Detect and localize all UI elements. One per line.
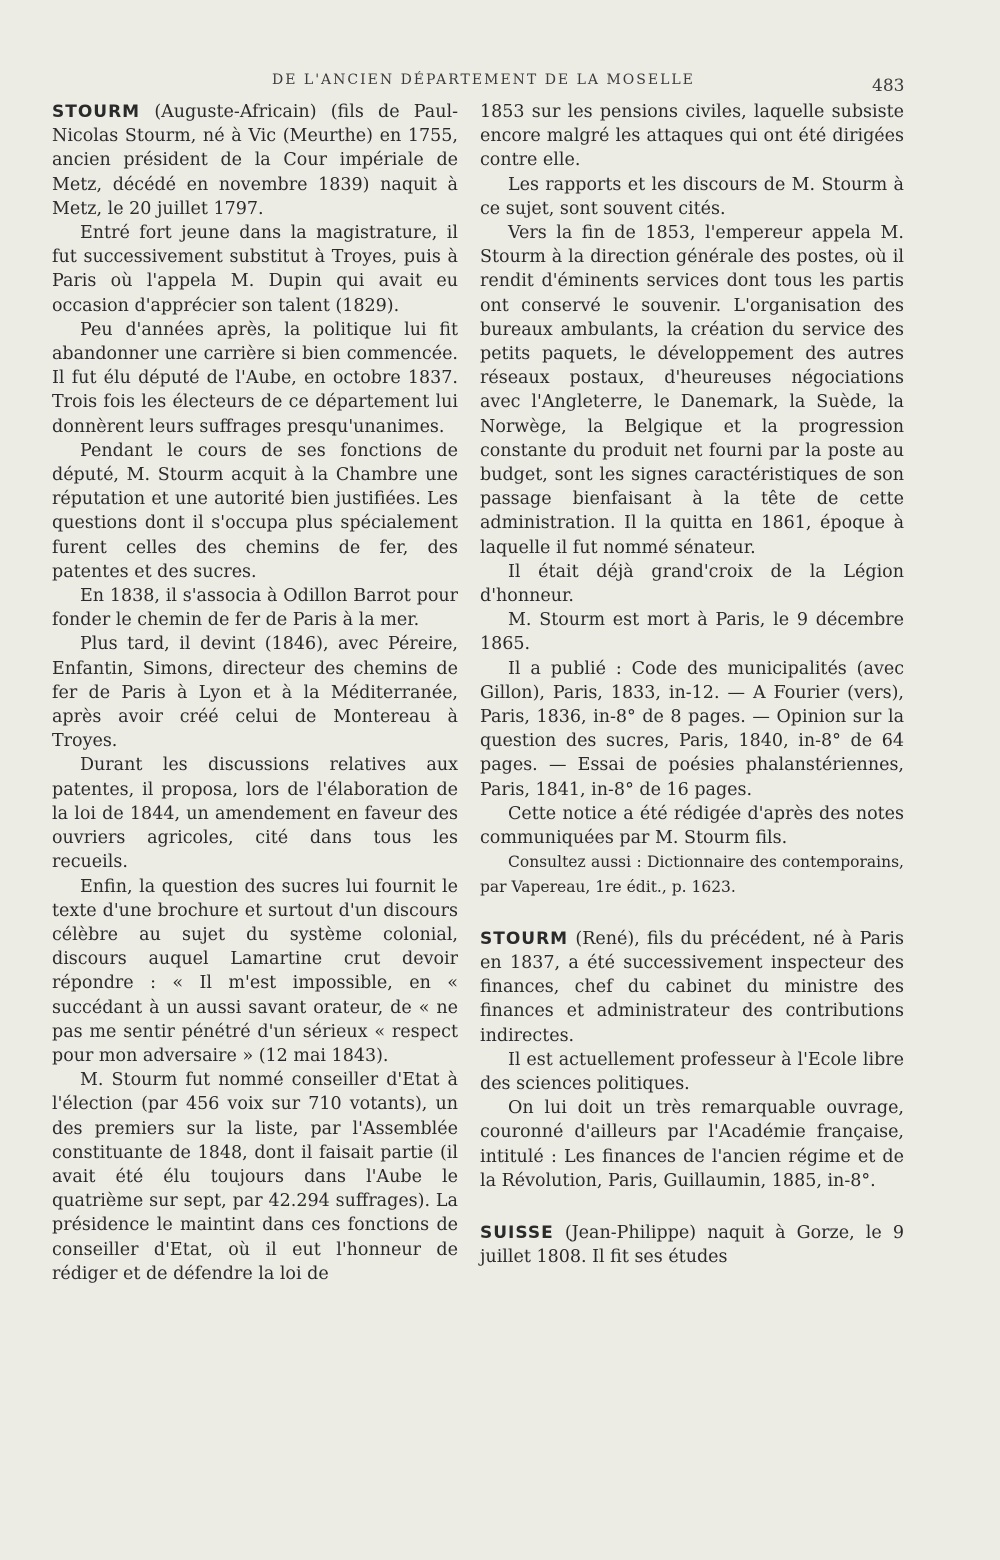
entry-paragraph xyxy=(480,927,904,1048)
left-column xyxy=(52,100,458,1286)
entry-separator xyxy=(480,1193,904,1221)
entry-text: (René), fils du précédent, né à Paris en 1837, a été successivement inspecteur des finances, chef du cabinet du ministre des finances et administrateur des contributions indirectes. xyxy=(480,928,904,1046)
entry-heading: STOURM xyxy=(52,102,141,122)
running-head: DE L'ANCIEN DÉPARTEMENT DE LA MOSELLE xyxy=(272,72,695,88)
body-paragraph: Les rapports et les discours de M. Stourm à ce sujet, sont souvent cités. xyxy=(480,174,904,219)
body-paragraph: Il est actuellement professeur à l'Ecole libre des sciences politiques. xyxy=(480,1049,904,1094)
body-paragraph: M. Stourm fut nommé conseiller d'Etat à l'élection (par 456 voix sur 710 votants), un des premiers sur la liste, par l'Assemblée constituante de 1848, dont il faisait partie (il avait été élu toujours dans l'Aube le quatrième sur sept, par 42.294 suffrages). La présidence le maintint dans ces fonctions de conseiller d'Etat, où il eut l'honneur de rédiger et de défendre la loi de xyxy=(52,1070,458,1284)
body-paragraph: Pendant le cours de ses fonctions de député, M. Stourm acquit à la Chambre une réputation et une autorité bien justifiées. Les questions dont il s'occupa plus spécialement furent celles des chemins de fer, des patentes et des sucres. xyxy=(52,440,458,582)
entry-heading: SUISSE xyxy=(480,1222,554,1243)
entry-heading: STOURM xyxy=(480,928,569,949)
entry-paragraph xyxy=(52,100,458,221)
body-paragraph: Il a publié : Code des municipalités (avec Gillon), Paris, 1833, in-12. — A Fourier (vers), Paris, 1836, in-8° de 8 pages. — Opinion sur la question des sucres, Paris, 1840, in-8° de 64 pages. — Essai de poésies phalanstériennes, Paris, 1841, in-8° de 16 pages. xyxy=(480,658,904,800)
body-paragraph: Peu d'années après, la politique lui fit abandonner une carrière si bien commencée. Il fut élu député de l'Aube, en octobre 1837. Trois fois les électeurs de ce département lui donnèrent leurs suffrages presqu'unanimes. xyxy=(52,319,458,437)
reference-note: Consultez aussi : Dictionnaire des contemporains, par Vapereau, 1re édit., p. 1623. xyxy=(480,853,904,896)
body-paragraph: Enfin, la question des sucres lui fournit le texte d'une brochure et surtout d'un discours célèbre au sujet du système colonial, discours auquel Lamartine crut devoir répondre : « Il m'est impossible, en « succédant à un aussi savant orateur, de « ne pas me sentir pénétré d'un sérieux « respect pour mon adversaire » (12 mai 1843). xyxy=(52,876,458,1066)
body-paragraph: Il était déjà grand'croix de la Légion d'honneur. xyxy=(480,561,904,607)
body-paragraph: Plus tard, il devint (1846), avec Péreire, Enfantin, Simons, directeur des chemins de fer de Paris à Lyon et à la Méditerranée, après avoir créé celui de Montereau à Troyes. xyxy=(52,634,458,752)
entry-text: (Auguste-Africain) (fils de Paul-Nicolas Stourm, né à Vic (Meurthe) en 1755, ancien président de la Cour impériale de Metz, décédé en novembre 1839) naquit à Metz, le 20 juillet 1797. xyxy=(52,102,458,219)
body-paragraph: On lui doit un très remarquable ouvrage, couronné d'ailleurs par l'Académie française, intitulé : Les finances de l'ancien régime et de la Révolution, Paris, Guillaumin, 1885, in-8°. xyxy=(480,1098,904,1191)
right-column xyxy=(480,100,904,1269)
body-paragraph: En 1838, il s'associa à Odillon Barrot pour fonder le chemin de fer de Paris à la mer. xyxy=(52,586,458,631)
body-paragraph: M. Stourm est mort à Paris, le 9 décembre 1865. xyxy=(480,610,904,655)
entry-paragraph xyxy=(480,1221,904,1269)
body-paragraph: 1853 sur les pensions civiles, laquelle subsiste encore malgré les attaques qui ont été dirigées contre elle. xyxy=(480,102,904,171)
body-paragraph: Durant les discussions relatives aux patentes, il proposa, lors de l'élaboration de la loi de 1844, un amendement en faveur des ouvriers agricoles, cité dans tous les recueils. xyxy=(52,755,458,873)
body-paragraph: Cette notice a été rédigée d'après des notes communiquées par M. Stourm fils. xyxy=(480,803,904,849)
entry-text: (Jean-Philippe) naquit à Gorze, le 9 juillet 1808. Il fit ses études xyxy=(480,1222,904,1268)
entry-separator xyxy=(480,899,904,927)
body-paragraph: Vers la fin de 1853, l'empereur appela M. Stourm à la direction générale des postes, où il rendit d'éminents services dont tous les partis ont conservé le souvenir. L'organisation des bureaux ambulants, la création du service des petits paquets, le développement des autres réseaux postaux, d'heureuses négociations avec l'Angleterre, le Danemark, la Suède, la Norwège, la Belgique et la progression constante du produit net fourni par la poste au budget, sont les signes caractéristiques de son passage bienfaisant à la tête de cette administration. Il la quitta en 1861, époque à laquelle il fut nommé sénateur. xyxy=(480,223,904,558)
body-paragraph: Entré fort jeune dans la magistrature, il fut successivement substitut à Troyes, puis à Paris où l'appela M. Dupin qui avait eu occasion d'apprécier son talent (1829). xyxy=(52,223,458,316)
page-number: 483 xyxy=(872,76,905,96)
